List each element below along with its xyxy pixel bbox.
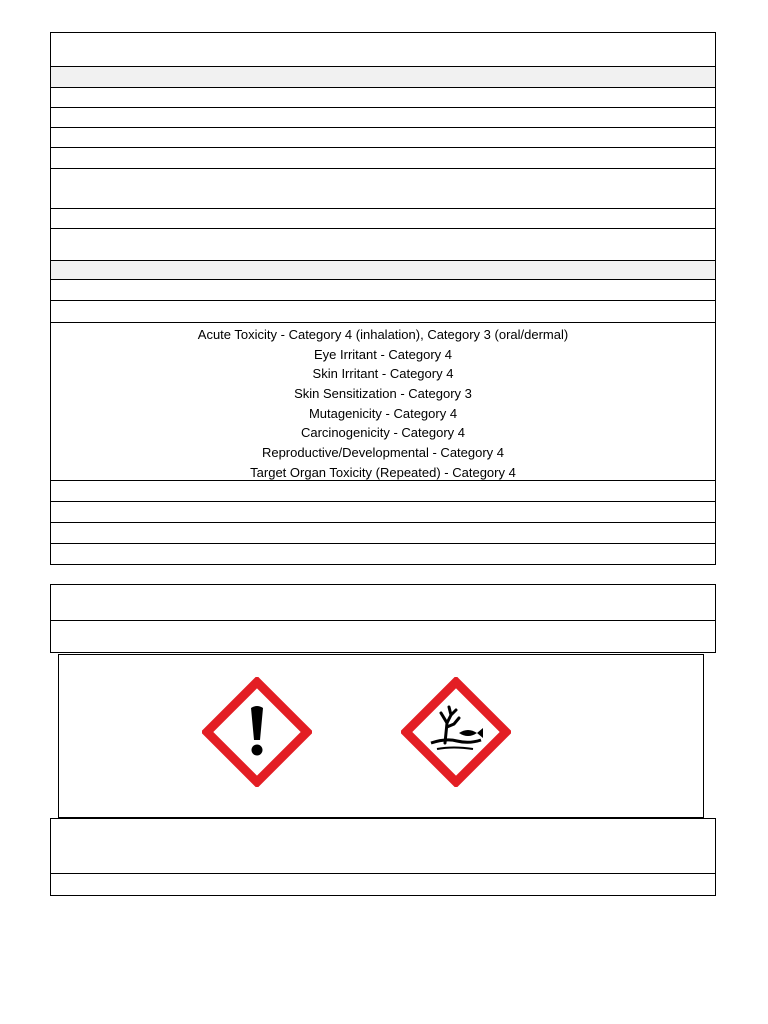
table-row xyxy=(50,279,716,301)
table-row xyxy=(50,620,716,653)
table-row xyxy=(50,480,716,502)
pictogram-box xyxy=(58,654,704,818)
header-row xyxy=(50,32,716,67)
table-row xyxy=(50,522,716,544)
table-row xyxy=(50,127,716,148)
table-row xyxy=(50,501,716,523)
hazard-item: Reproductive/Developmental - Category 4 xyxy=(261,445,505,461)
table-row xyxy=(50,87,716,108)
table-row xyxy=(50,168,716,209)
hazard-item: Target Organ Toxicity (Repeated) - Category 4 xyxy=(250,464,516,480)
table-row xyxy=(50,873,716,896)
table-row xyxy=(50,543,716,565)
table-row xyxy=(50,208,716,229)
exclamation-mark-icon xyxy=(202,677,312,787)
table-row xyxy=(50,107,716,128)
table-row xyxy=(50,300,716,323)
hazard-item: Carcinogenicity - Category 4 xyxy=(300,425,466,441)
section-header-row xyxy=(50,66,716,88)
table-row xyxy=(50,228,716,261)
environment-hazard-icon xyxy=(401,677,511,787)
hazard-item: Eye Irritant - Category 4 xyxy=(314,346,452,362)
table-row xyxy=(50,818,716,874)
section-header-row xyxy=(50,260,716,280)
hazard-item: Mutagenicity - Category 4 xyxy=(308,405,458,421)
hazard-item: Skin Sensitization - Category 3 xyxy=(294,386,472,402)
hazard-item: Acute Toxicity - Category 4 (inhalation), Category 3 (oral/dermal) xyxy=(197,327,569,342)
table-row xyxy=(50,584,716,621)
hazard-classification-list xyxy=(50,322,716,481)
table-row xyxy=(50,147,716,169)
hazard-item: Skin Irritant - Category 4 xyxy=(312,366,454,382)
